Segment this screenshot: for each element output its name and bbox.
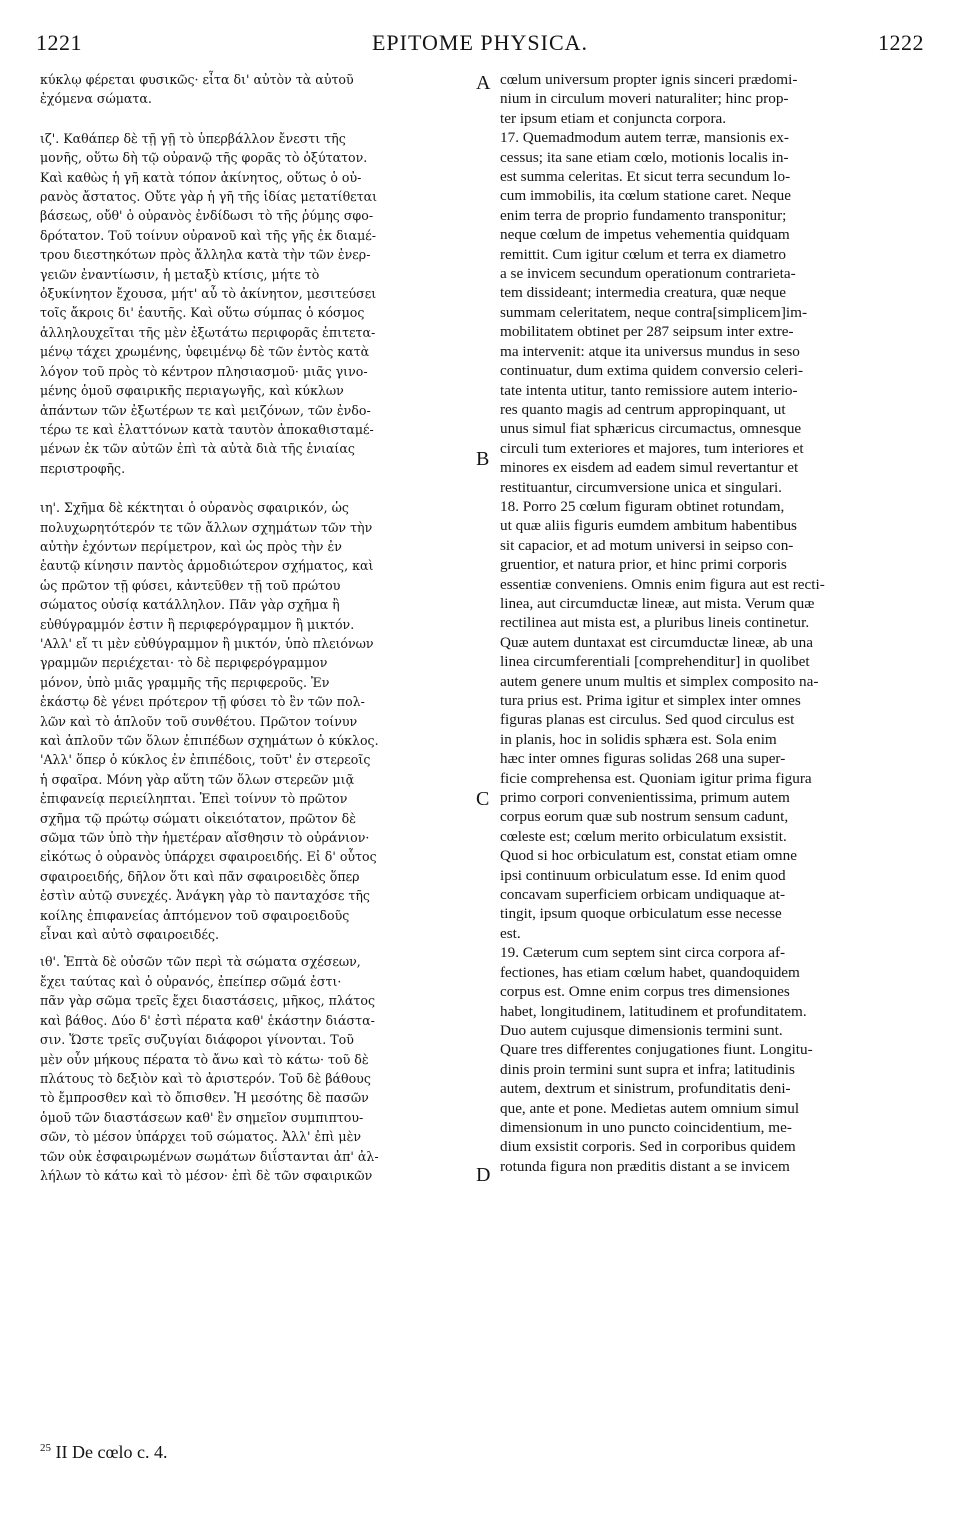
greek-paragraph-17: ιζ'. Καθάπερ δὲ τῇ γῇ τὸ ὑπερβάλλον ἔνεστι τῆς μονῆς, οὕτω δὴ τῷ οὐρανῷ τῆς φορᾶς τὸ ὀξύτατον. Καὶ καθὼς ἡ γῆ κατὰ τόπον ἀκίνητος, οὕτως ὁ οὐ- ρανὸς ἄστατος. Οὔτε γὰρ ἡ γῆ τῆς ἰδίας μετατίθεται βάσεως, οὔθ' ὁ οὐρανὸς ἐνδίδωσι τὸ τῆς ῥύμης σφο- δρότατον. Τοῦ τοίνυν οὐρανοῦ καὶ τῆς γῆς ἐκ διαμέ- τρου διεστηκότων πρὸς ἄλληλα κατὰ τὴν τῶν ἐνερ- γειῶν ἐναντίωσιν, ἡ μεταξὺ κτίσις, μήτε τὸ ὀξυκίνητον ἔχουσα, μήτ' αὖ τὸ ἀκίνητον, μεσιτεύσει τοῖς ἄκροις δι' ἑαυτῆς. Καὶ οὕτω σύμπας ὁ κόσμος ἀλληλουχεῖται τῆς μὲν ἐξωτάτω περιφορᾶς ἐπιτετα- μένῳ τάχει χρωμένης, ὑφειμένῳ δὲ τῶν ἐντὸς κατὰ λόγον τοῦ πρὸς τὸ κέντρον πλησιασμοῦ· μιᾶς γινο- μένης ὁμοῦ σφαιρικῆς περιαγωγῆς, καὶ κύκλων ἁπάντων τῶν ἐξωτέρων τε καὶ μειζόνων, τῶν ἐνδο- τέρω τε καὶ ἐλαττόνων κατὰ ταυτὸν ἀποκαθισταμέ- μένων ἐκ τῶν αὐτῶν ἐπὶ τὰ αὐτὰ διὰ τῆς ἑνιαίας περιστροφῆς. — [40, 130, 378, 476]
margin-marker-b: B — [476, 448, 490, 470]
latin-paragraph-18: 18. Porro 25 cœlum figuram obtinet rotundam, ut quæ aliis figuris eumdem ambitum habentibus sit capacior, et ad motum universi in seipso con- gruentior, et natura prior, et hinc primi corporis essentiæ conveniens. Omnis enim figura aut est recti- linea, aut circumductæ lineæ, aut mista. Verum quæ rectilinea aut mista est, a pluribus lineis continetur. Quæ autem duntaxat est circumductæ lineæ, ab una linea circumferentiali [comprehenditur] in quolibet autem genere unum multis et simplex composito na- tura prius est. Prima igitur et simplex inter omnes figuras planas est circulus. Sed quod circulus est in planis, hoc in solidis sphæra est. Sola enim hæc inter omnes figuras solidas 268 una super- ficie comprehensa est. Quoniam igitur prima figura primo corpori convenientissima, primum autem corpus eorum quæ sub nostrum sensum cadunt, cœleste est; cœlum merito orbiculatum exsistit. Quod si hoc orbiculatum est, constat etiam omne ipsi continuum orbiculatum esse. Id enim quod concavam superficiem orbicam undiquaque at- tingit, ipsum quoque orbiculatum esse necesse est. — [500, 497, 825, 942]
latin-paragraph-intro: cœlum universum propter ignis sinceri prædomi- nium in circulum moveri naturaliter; hinc prop- ter ipsum etiam et conjuncta corpora. — [500, 71, 798, 127]
greek-paragraph-18: ιη'. Σχῆμα δὲ κέκτηται ὁ οὐρανὸς σφαιρικόν, ὡς πολυχωρητότερόν τε τῶν ἄλλων σχημάτων τῶν τὴν αὐτὴν ἐχόντων περίμετρον, καὶ ὡς πρὸς τὴν ἐν ἑαυτῷ κίνησιν παντὸς ἁρμοδιώτερον σχήματος, καὶ ὡς πρῶτον τῇ φύσει, κἀντεῦθεν τῇ τοῦ πρώτου σώματος οὐσίᾳ κατάλληλον. Πᾶν γὰρ σχῆμα ἢ εὐθύγραμμόν ἐστιν ἢ περιφερόγραμμον ἢ μικτόν. 'Αλλ' εἴ τι μὲν εὐθύγραμμον ἢ μικτόν, ὑπὸ πλειόνων γραμμῶν περιέχεται· τὸ δὲ περιφερόγραμμον μόνον, ὑπὸ μιᾶς γραμμῆς τῆς περιφεροῦς. Ἐν ἑκάστῳ δὲ γένει πρότερον τῇ φύσει τὸ ἓν τῶν πολ- λῶν καὶ τὸ ἁπλοῦν τοῦ συνθέτου. Πρῶτον τοίνυν καὶ ἁπλοῦν τῶν ὅλων ἐπιπέδων σχημάτων ὁ κύκλος. 'Αλλ' ὅπερ ὁ κύκλος ἐν ἐπιπέδοις, τοῦτ' ἐν στερεοῖς ἡ σφαῖρα. Μόνη γὰρ αὕτη τῶν ὅλων στερεῶν μιᾷ ἐπιφανείᾳ περιείληπται. Ἐπεὶ τοίνυν τὸ πρῶτον σχῆμα τῷ πρώτῳ σώματι οἰκειότατον, πρῶτον δὲ σῶμα τῶν ὑπὸ τὴν ἡμετέραν αἴσθησιν τὸ οὐράνιον· εἰκότως ὁ οὐρανὸς ὑπάρχει σφαιροειδής. Εἰ δ' οὗτος σφαιροειδής, δῆλον ὅτι καὶ πᾶν σφαιροειδὲς ὅπερ ἐστὶν αὐτῷ συνεχές. Ἀνάγκη γὰρ τὸ πανταχόσε τῆς κοίλης ἐπιφανείας ἁπτόμενον τοῦ σφαιροειδοῦς εἶναι καὶ αὐτὸ σφαιροειδές. — [40, 500, 379, 943]
latin-paragraph-17: 17. Quemadmodum autem terræ, mansionis ex- cessus; ita sane etiam cœlo, motionis localis in- est summa celeritas. Et sicut terra secundum lo- cum immobilis, ita cœlum statione caret. Neque enim terra de proprio fundamento transponitur; neque cœlum de impetus vehementia quidquam remittit. Cum igitur cœlum et terra ex diametro a se invicem secundum operationum contrarieta- tem dissideant; intermedia creatura, quæ neque summam celeritatem, neque contra[simplicem]im- mobilitatem obtinet per 287 seipsum inter extre- ma intervenit: atque ita universus mundus in seso continuatur, dum extima quidem conversio celeri- tate intenta utitur, tanto remissiore autem interio- res quanto magis ad centrum appropinquant, ut unus simul fiat sphæricus circumactus, omnesque circuli tum exteriores et majores, tum interiores et minores ex eisdem ad eadem simul revertantur et restituantur, circumversione unica et singulari. — [500, 129, 808, 496]
margin-marker-d: D — [476, 1164, 491, 1186]
margin-marker-a: A — [476, 72, 491, 94]
footnote-text: II De cœlo c. 4. — [51, 1442, 168, 1462]
footnote — [40, 1442, 167, 1463]
page-header — [36, 30, 924, 64]
greek-paragraph-19: ιθ'. Ἑπτὰ δὲ οὐσῶν τῶν περὶ τὰ σώματα σχέσεων, ἔχει ταύτας καὶ ὁ οὐρανός, ἐπείπερ σῶμά ἐστι· πᾶν γὰρ σῶμα τρεῖς ἔχει διαστάσεις, μῆκος, πλάτος καὶ βάθος. Δύο δ' ἐστὶ πέρατα καθ' ἑκάστην διάστα- σιν. Ὥστε τρεῖς συζυγίαι διάφοροι γίνονται. Τοῦ μὲν οὖν μήκους πέρατα τὸ ἄνω καὶ τὸ κάτω· τοῦ δὲ πλάτους τὸ δεξιὸν καὶ τὸ ἀριστερόν. Τοῦ δὲ βάθους τὸ ἔμπροσθεν καὶ τὸ ὄπισθεν. Ἡ μεσότης δὲ πασῶν ὁμοῦ τῶν διαστάσεων καθ' ἓν σημεῖον συμπιπτου- σῶν, τὸ μέσον ὑπάρχει τοῦ σώματος. Ἀλλ' ἐπὶ μὲν τῶν οὐκ ἐσφαιρωμένων σωμάτων διΐστανται ἀπ' ἀλ- λήλων τὸ κάτω καὶ τὸ μέσον· ἐπὶ δὲ τῶν σφαιρικῶν — [40, 954, 379, 1183]
latin-paragraph-19: 19. Cæterum cum septem sint circa corpora af- fectiones, has etiam cœlum habet, quandoquidem corpus est. Omne enim corpus tres dimensiones habet, longitudinem, latitudinem et profunditatem. Duo autem cujusque dimensionis termini sunt. Quare tres differentes conjugationes fiunt. Longitu- dinis proin termini sunt supra et infra; latitudinis autem, dextrum et sinistrum, profunditatis deni- que, ante et pone. Medietas autem omnium simul dimensionum in uno puncto coincidentium, me- dium exsistit corporis. Sed in corporibus quidem rotunda figura non præditis distant a se invicem — [500, 944, 813, 1175]
greek-column — [40, 70, 480, 1185]
margin-marker-c: C — [476, 788, 490, 810]
page-number-left: 1221 — [36, 30, 82, 55]
footnote-number: 25 — [40, 1442, 51, 1454]
running-title: EPITOME PHYSICA. — [371, 30, 589, 55]
page-number-right: 1222 — [878, 30, 924, 55]
greek-paragraph-intro: κύκλῳ φέρεται φυσικῶς· εἶτα δι' αὐτὸν τὰ αὐτοῦ ἐχόμενα σώματα. — [40, 72, 354, 107]
latin-column — [500, 70, 930, 1176]
